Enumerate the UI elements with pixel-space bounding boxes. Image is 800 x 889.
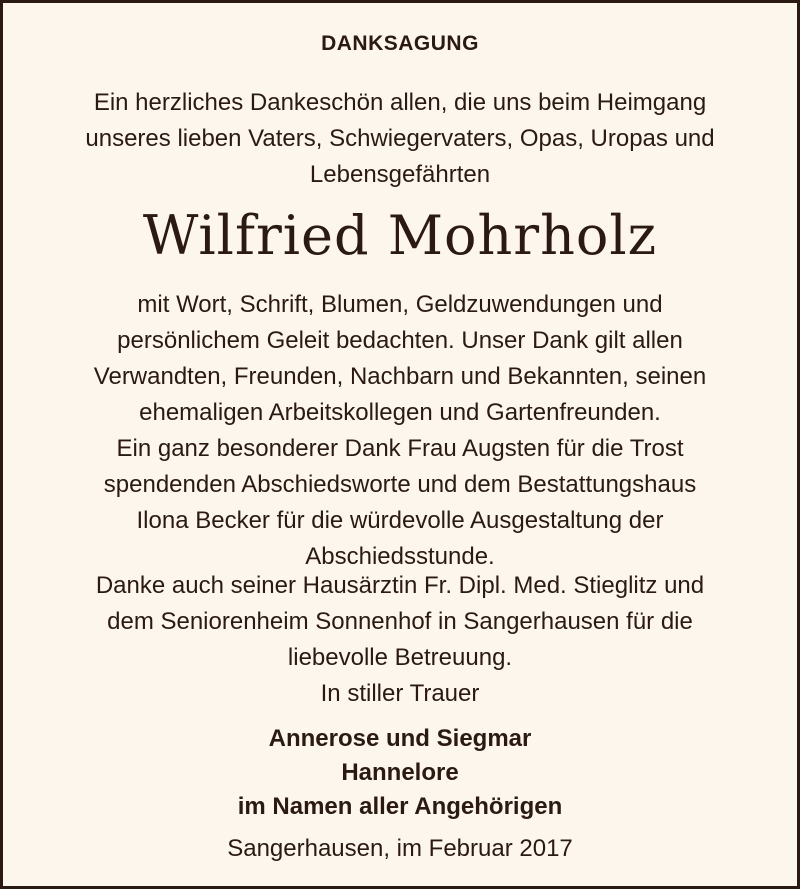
body-line: Abschiedsstunde. [305,543,495,570]
signers-block [3,722,797,824]
signer-line: Annerose und Siegmar [268,725,532,752]
intro-line: Ein herzliches Dankeschön allen, die uns beim Heimgang [93,89,707,116]
notice-heading: DANKSAGUNG [321,32,479,55]
intro-line: unseres lieben Vaters, Schwiegervaters, Opas, Uropas und [85,125,715,152]
thanks-line: Danke auch seiner Hausärztin Fr. Dipl. Med. Stieglitz und [95,572,705,599]
body-line: persönlichem Geleit bedachten. Unser Dank gilt allen [117,327,683,354]
intro-paragraph [3,85,797,193]
thanks-line: liebevolle Betreuung. [287,644,513,671]
signer-line: Hannelore [341,759,459,786]
closing-phrase: In stiller Trauer [320,680,480,707]
intro-line: Lebensgefährten [309,161,491,188]
additional-thanks-paragraph [3,568,797,676]
deceased-name: Wilfried Mohrholz [142,204,658,267]
thanks-line: dem Seniorenheim Sonnenhof in Sangerhausen für die [107,608,693,635]
body-line: ehemaligen Arbeitskollegen und Gartenfreunden. [139,399,661,426]
thanks-paragraph [3,287,797,575]
body-line: Verwandten, Freunden, Nachbarn und Bekannten, seinen [93,363,707,390]
signer-line: im Namen aller Angehörigen [237,793,563,820]
place-date: Sangerhausen, im Februar 2017 [227,835,573,862]
body-line: mit Wort, Schrift, Blumen, Geldzuwendungen und [137,291,663,318]
body-line: Ein ganz besonderer Dank Frau Augsten für die Trost [116,435,684,462]
body-line: spendenden Abschiedsworte und dem Bestattungshaus [103,471,697,498]
body-line: Ilona Becker für die würdevolle Ausgestaltung der [136,507,664,534]
